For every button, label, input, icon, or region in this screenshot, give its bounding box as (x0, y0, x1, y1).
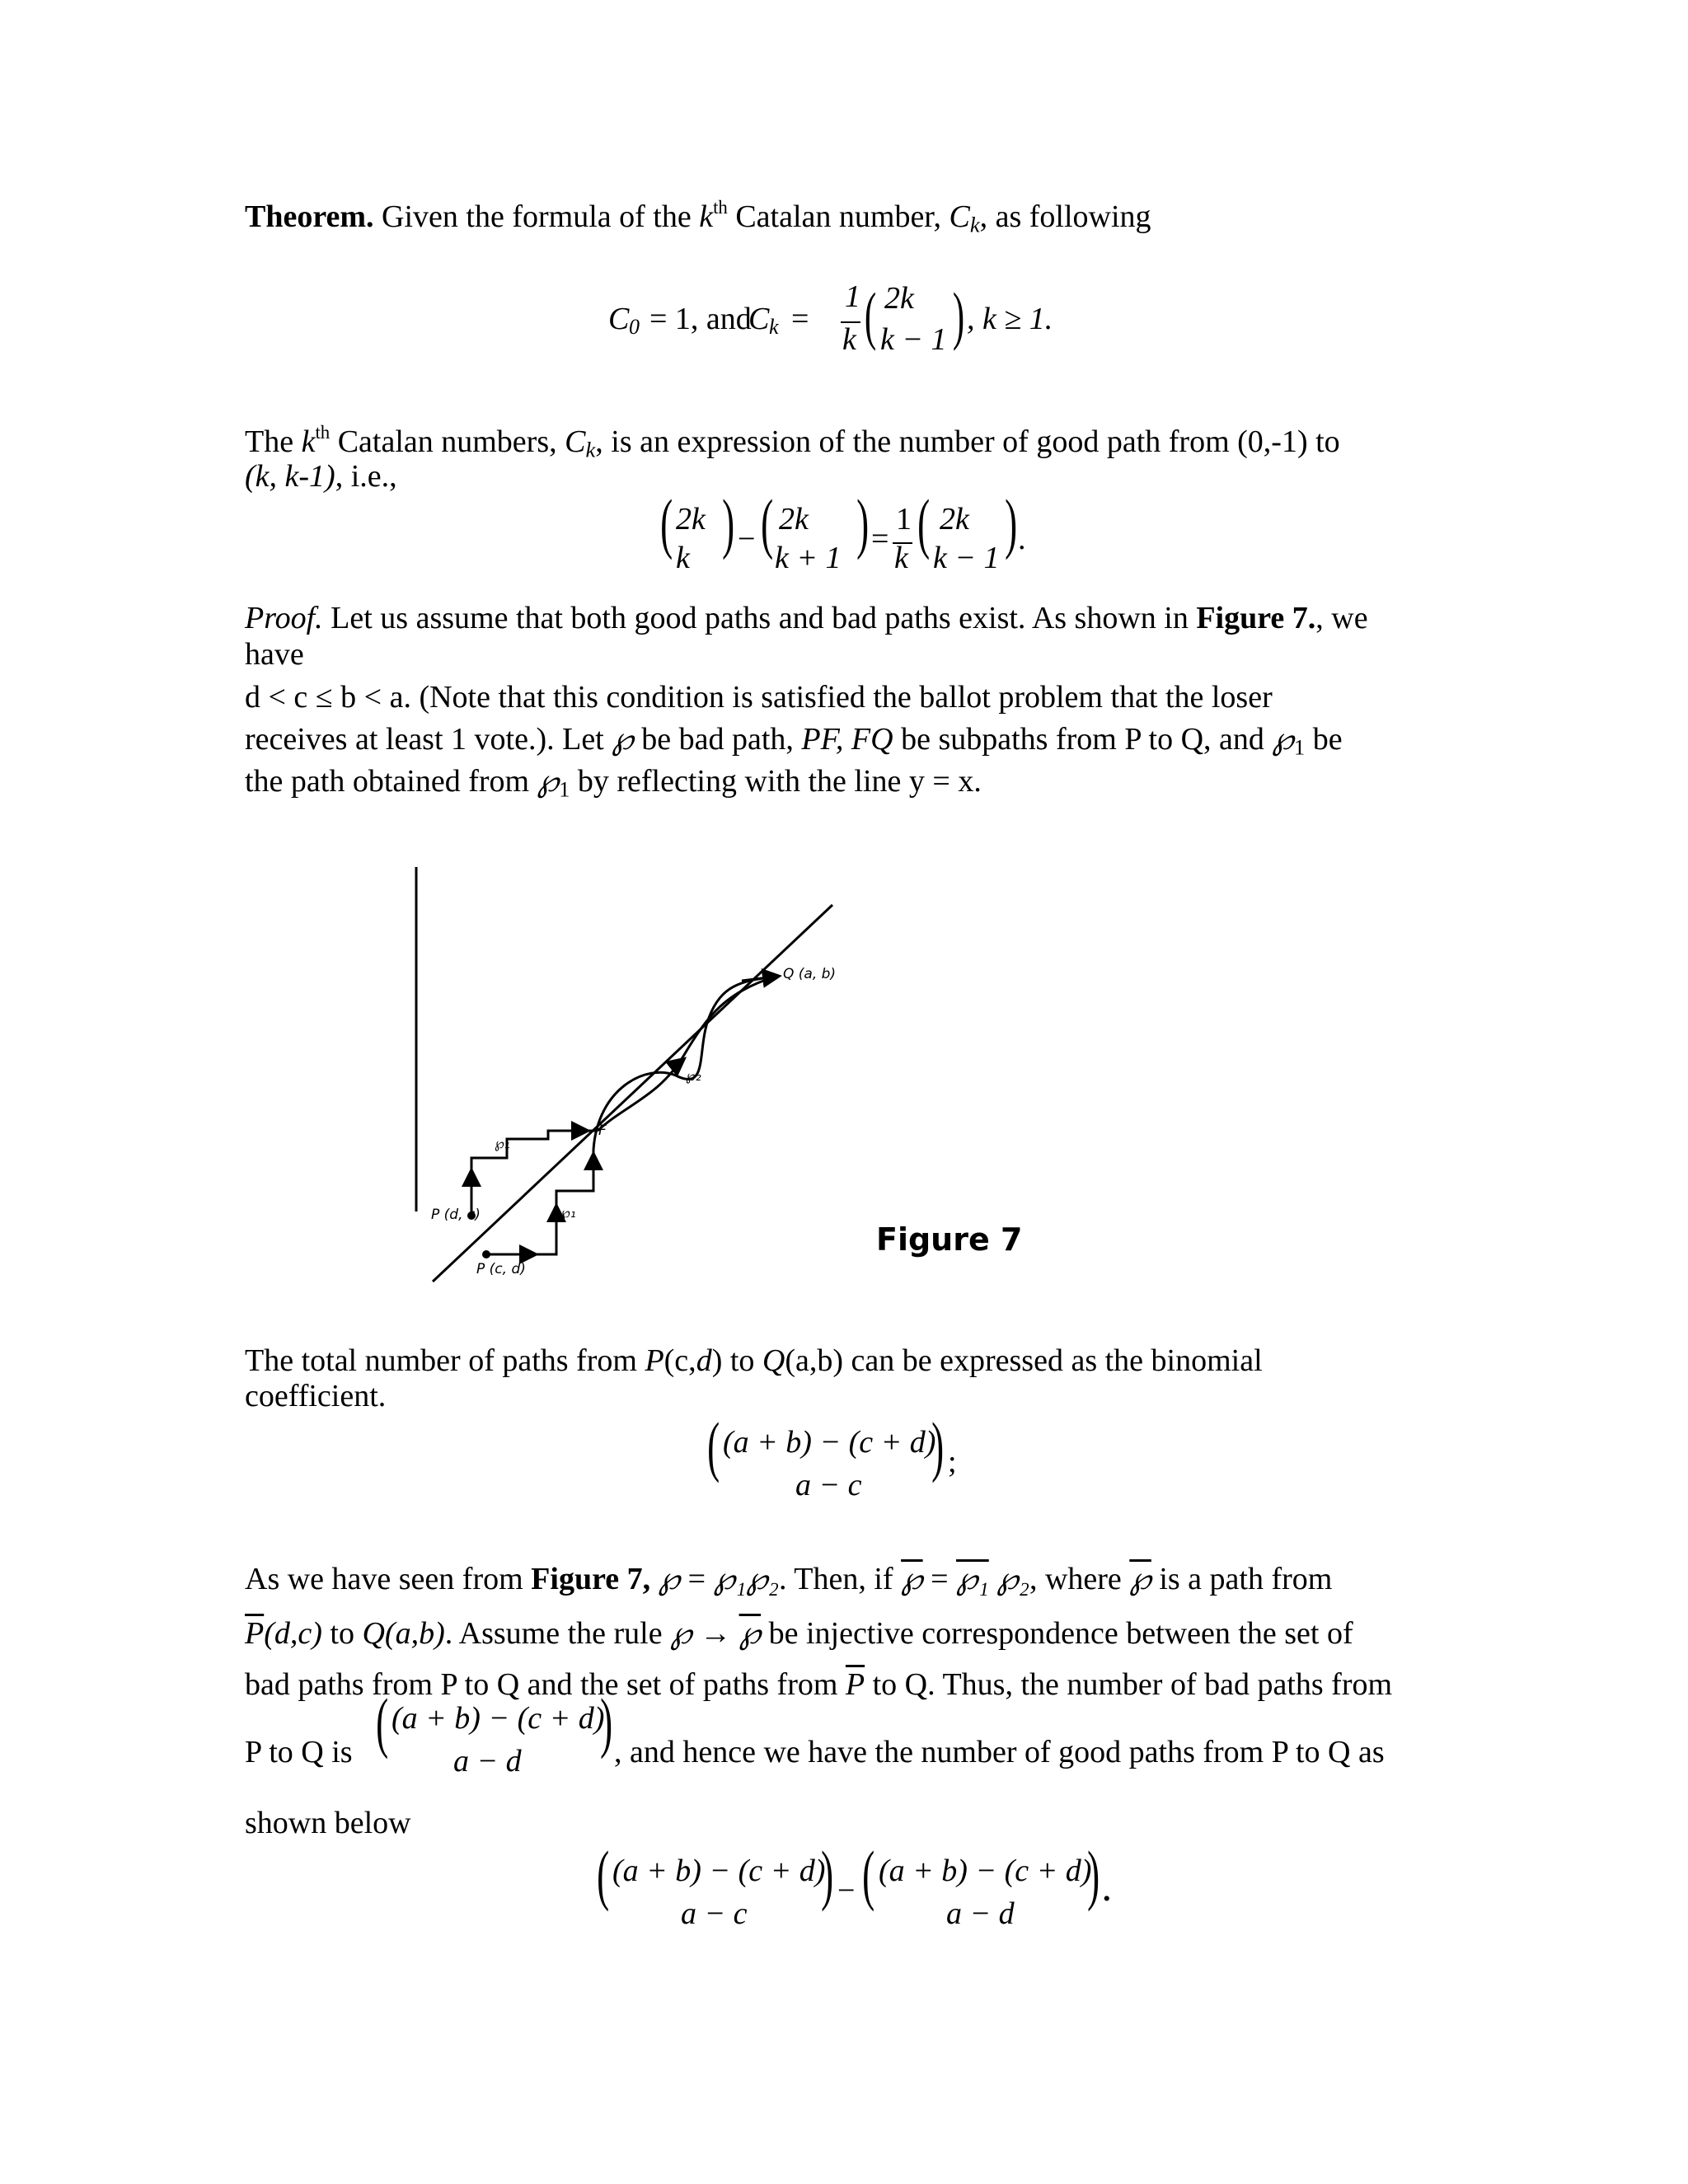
para3-text-1e: is a path from (1159, 1562, 1333, 1596)
para3-wp: ℘ (658, 1562, 681, 1596)
eq4-minus: − (837, 1873, 856, 1908)
para3-wp-bar-2: ℘ (1129, 1562, 1151, 1596)
para2-qab: (a,b) can be expressed as the binomial (785, 1343, 1263, 1378)
eq3-bot: a − c (795, 1468, 862, 1502)
eq4-dot: . (1103, 1873, 1111, 1908)
para3-equals-2: = (931, 1562, 949, 1596)
eq2-bot3: k − 1 (933, 541, 1000, 575)
eq4-top1: (a + b) − (c + d) (612, 1854, 826, 1888)
eq3-paren-l: ( (707, 1408, 720, 1483)
para2-line2: coefficient. (245, 1379, 387, 1413)
proof-text-4b: be bad path, (641, 722, 794, 757)
eq1-ck-sub: k (769, 315, 779, 339)
proof-text-5a: the path obtained from (245, 764, 530, 799)
eq2-top3: 2k (940, 502, 969, 537)
eq1-denominator: k (842, 322, 856, 357)
proof-wp1b-sub: 1 (559, 776, 570, 802)
proof-label: Proof. (245, 601, 323, 635)
para3-line4-start: P to Q is (245, 1735, 353, 1769)
eq-bad-paren-l: ( (376, 1685, 389, 1760)
para2-q: Q (762, 1343, 785, 1378)
proof-wp: ℘ (612, 722, 634, 757)
eq4-paren-l2: ( (862, 1837, 875, 1912)
eq2-paren-r1: ) (722, 485, 735, 560)
proof-text-1b: , we (1315, 601, 1368, 635)
figure-point-p (482, 1250, 490, 1258)
theorem-ck: C (949, 199, 970, 234)
para3-equals: = (687, 1562, 706, 1596)
eq1-c0-val: = 1, and (649, 302, 752, 336)
para2-text-a: The total number of paths from (245, 1343, 637, 1378)
para1-ie: , i.e., (335, 459, 397, 494)
eq1-binom-bot: k − 1 (880, 322, 947, 357)
proof-text-5b: by reflecting with the line y = x. (577, 764, 982, 799)
figure-path-p2 (593, 977, 775, 1150)
para2-pc: (c, (663, 1343, 696, 1378)
para3-product: ℘₁℘₂ (713, 1562, 779, 1596)
eq1-equals: = (791, 302, 809, 336)
eq2-bot1: k (676, 541, 690, 575)
figure-label-q: Q (a, b) (783, 966, 837, 982)
eq3-top: (a + b) − (c + d) (723, 1425, 936, 1460)
eq4-paren-r1: ) (821, 1837, 834, 1912)
proof-wp1b: ℘ (537, 764, 560, 799)
para3-p-bar-2: $\overline{P}$ (845, 1667, 865, 1702)
eq4-bot1: a − c (681, 1896, 748, 1931)
para3-to: to (330, 1616, 354, 1651)
figure-label-p-bar: P (d, c) (431, 1207, 481, 1223)
para3-figure-ref: Figure 7, (531, 1562, 651, 1596)
eq4-top2: (a + b) − (c + d) (879, 1854, 1092, 1888)
theorem-k: k (699, 199, 714, 234)
eq2-top1: 2k (676, 502, 706, 537)
eq4-paren-r2: ) (1087, 1837, 1100, 1912)
eq3-semicolon: ; (948, 1445, 957, 1479)
eq1-numerator: 1 (845, 279, 860, 314)
eq1-c0-sub: 0 (629, 315, 640, 339)
eq1-paren-right: ) (952, 279, 965, 351)
eq4-paren-l1: ( (597, 1837, 610, 1912)
para3-line5: shown below (245, 1806, 411, 1840)
para1-k: k (301, 424, 316, 459)
eq2-top2: 2k (779, 502, 809, 537)
para3-arrow: → (700, 1616, 732, 1651)
figure-label-p1: ℘₁ (560, 1205, 576, 1221)
eq-bad-bot: a − d (453, 1744, 522, 1779)
eq2-paren-l2: ( (761, 485, 774, 560)
eq2-numerator: 1 (896, 502, 912, 537)
para1-th: th (315, 422, 331, 443)
figure-label-p: P (c, d) (476, 1261, 526, 1277)
figure-caption: Figure 7 (876, 1221, 1023, 1258)
theorem-text-2: Catalan number, (735, 199, 941, 234)
para3-text-3b: to Q. Thus, the number of bad paths from (872, 1667, 1393, 1702)
figure-path-p1 (486, 1150, 593, 1254)
para3-text-3a: bad paths from P to Q and the set of paths from (245, 1667, 838, 1702)
eq3-paren-r: ) (931, 1408, 945, 1483)
eq2-minus: − (738, 522, 756, 556)
equation-bad-paths (371, 1685, 618, 1784)
eq1-ck: C (748, 302, 770, 336)
eq-bad-top: (a + b) − (c + d) (392, 1701, 605, 1736)
para1-ck: C (565, 424, 586, 459)
eq2-paren-r2: ) (856, 485, 870, 560)
eq1-binom-top: 2k (884, 281, 914, 316)
para2-p: P (645, 1343, 664, 1378)
figure-diagonal-line (433, 905, 832, 1282)
equation-total-paths (702, 1408, 982, 1508)
eq2-paren-l3: ( (917, 485, 931, 560)
equation-good-paths-final (592, 1837, 1152, 1937)
proof-line3: d < c ≤ b < a. (Note that this condition is satisfied the ballot problem that the loser (245, 680, 1273, 715)
eq2-paren-l1: ( (660, 485, 673, 560)
para1-text-c: , is an expression of the number of good path from (0,-1) to (595, 424, 1340, 459)
proof-text-1: Let us assume that both good paths and bad paths exist. As shown in (331, 601, 1189, 635)
figure-path-p2-mirror (598, 977, 775, 1131)
eq2-denominator: k (894, 541, 908, 575)
para2-d: d (696, 1343, 712, 1378)
figure-label-p2: ℘₂ (686, 1068, 701, 1085)
para3-p2: ℘₂ (996, 1562, 1029, 1596)
para3-text-1a: As we have seen from (245, 1562, 523, 1596)
proof-figure-ref: Figure 7. (1196, 601, 1316, 635)
proof-subpaths: PF, FQ (801, 722, 893, 757)
para3-wp-rule: ℘ (670, 1616, 692, 1651)
para3-line1 (245, 1558, 1332, 1601)
eq2-dot: . (1018, 522, 1026, 556)
proof-wp1-sub: 1 (1293, 734, 1306, 760)
para3-line4-end: , and hence we have the number of good paths from P to Q as (614, 1735, 1385, 1769)
eq1-c0: C (608, 302, 630, 336)
eq1-condition: , k ≥ 1. (967, 302, 1053, 336)
para3-text-1d: , where (1029, 1562, 1122, 1596)
theorem-ck-sub: k (969, 212, 980, 237)
para3-text-2c: be injective correspondence between the set of (768, 1616, 1353, 1651)
para3-p-bar: $\overline{P}$ (245, 1616, 265, 1651)
para3-line2 (245, 1612, 1353, 1655)
proof-text-4e: be (1312, 722, 1343, 757)
para1-text-b: Catalan numbers, (337, 424, 557, 459)
para1-text-a: The (245, 424, 294, 459)
proof-wp1: ℘ (1272, 722, 1294, 757)
para3-qab: Q(a,b) (362, 1616, 445, 1651)
theorem-text-3: , as following (979, 199, 1151, 234)
eq4-bot2: a − d (946, 1896, 1015, 1931)
eq2-paren-r3: ) (1005, 485, 1018, 560)
theorem-text: Given the formula of the (382, 199, 692, 234)
figure-label-p1-bar: ℘₁ (495, 1136, 510, 1152)
para3-wp-bar: ℘ (901, 1562, 923, 1596)
proof-text-4a: receives at least 1 vote.). Let (245, 722, 604, 757)
para2-line1 (245, 1339, 1263, 1382)
para1-point: (k, k-1) (245, 459, 335, 494)
para1-ck-sub: k (585, 437, 596, 462)
figure-label-f: F (598, 1122, 607, 1139)
para3-p1-bar: ℘₁ (956, 1562, 989, 1596)
proof-text-4d: be subpaths from P to Q, and (901, 722, 1264, 757)
para3-wp-rule-bar: ℘ (738, 1616, 762, 1651)
eq2-equals: = (871, 522, 889, 556)
para3-pdc: (d,c) (264, 1616, 322, 1651)
eq1-paren-left: ( (864, 279, 877, 351)
eq2-bot2: k + 1 (775, 541, 842, 575)
theorem-label: Theorem. (245, 199, 374, 234)
proof-line2: have (245, 637, 304, 672)
para3-text-2b: . Assume the rule (444, 1616, 663, 1651)
para2-pc2: ) to (711, 1343, 755, 1378)
eq-bad-paren-r: ) (600, 1685, 613, 1760)
para3-text-1b: . Then, if (778, 1562, 893, 1596)
theorem-th: th (713, 197, 728, 218)
